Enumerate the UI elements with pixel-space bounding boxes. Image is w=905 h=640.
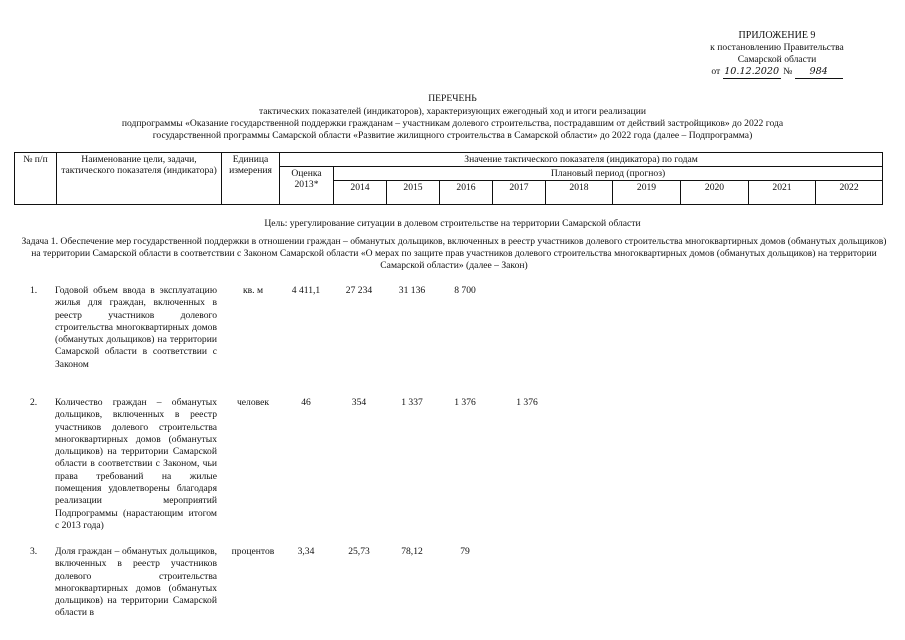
header-year: 2020 xyxy=(681,181,749,205)
title-line3: государственной программы Самарской области «Развитие жилищного строительства в Самарской области» до 2022 года (далее – Подпрограмма) xyxy=(152,130,753,141)
indicator-unit: кв. м xyxy=(242,285,264,296)
row-number: 2. xyxy=(30,397,38,408)
header-num: № п/п xyxy=(15,153,57,205)
header-year: 2015 xyxy=(387,181,440,205)
header-plan: Плановый период (прогноз) xyxy=(334,167,883,181)
value-2016: 1 376 xyxy=(454,397,476,408)
appendix-block xyxy=(697,30,857,79)
appendix-date-line xyxy=(697,66,857,79)
value-2016: 8 700 xyxy=(454,285,476,296)
value-2014: 25,73 xyxy=(348,546,370,557)
indicator-name: Доля граждан – обманутых дольщиков, включенных в реестр участников долевого строительства многоквартирных домов (обманутых дольщиков) на территории Самарской области в xyxy=(55,546,217,619)
value-2015: 78,12 xyxy=(401,546,423,557)
title-line1: тактических показателей (индикаторов), характеризующих ежегодный ход и итоги реализации xyxy=(258,106,647,117)
header-year: 2014 xyxy=(334,181,387,205)
header-unit: Единица измерения xyxy=(222,153,280,205)
indicators-header-table xyxy=(14,152,883,205)
header-year: 2022 xyxy=(816,181,883,205)
header-year: 2016 xyxy=(440,181,493,205)
indicator-unit: процентов xyxy=(231,546,275,557)
title-line2: подпрограммы «Оказание государственной поддержки гражданам – участникам долевого строительства, пострадавшим от действий застройщиков» до 2022 года xyxy=(121,118,784,129)
value-2013: 3,34 xyxy=(297,546,315,557)
header-name: Наименование цели, задачи, тактического показателя (индикатора) xyxy=(57,153,222,205)
value-2013: 4 411,1 xyxy=(291,285,321,296)
number-prefix: № xyxy=(783,66,793,77)
appendix-line1: к постановлению Правительства xyxy=(710,42,844,53)
row-number: 3. xyxy=(30,546,38,557)
header-estimate: Оценка 2013* xyxy=(280,167,334,205)
header-year: 2019 xyxy=(613,181,681,205)
value-2015: 1 337 xyxy=(401,397,423,408)
decree-date: 10.12.2020 xyxy=(724,66,780,77)
goal-text: Цель: урегулирование ситуации в долевом строительстве на территории Самарской области xyxy=(264,218,641,229)
decree-number: 984 xyxy=(795,66,843,79)
value-2016: 79 xyxy=(460,546,470,557)
header-year: 2017 xyxy=(493,181,546,205)
appendix-title: ПРИЛОЖЕНИЕ 9 xyxy=(738,30,816,41)
value-2013: 46 xyxy=(301,397,311,408)
value-2017: 1 376 xyxy=(516,397,538,408)
row-number: 1. xyxy=(30,285,38,296)
document-heading: ПЕРЕЧЕНЬ xyxy=(428,93,477,104)
indicator-name: Годовой объем ввода в эксплуатацию жилья для граждан, включенных в реестр участников долевого строительства многоквартирных домов (обманутых дольщиков) на территории Самарской области в соответствии с Законом xyxy=(55,285,217,370)
header-year: 2021 xyxy=(749,181,816,205)
task-text: Задача 1. Обеспечение мер государственной поддержки в отношении граждан – обманутых дольщиков, включенных в реестр участников долевого строительства многоквартирных домов (обманутых дольщиков) на территории Самарской области в соответствии с Законом Самарской области «О мерах по защите прав участников долевого строительства многоквартирных домов (обманутых дольщиков) на территории Самарской области» (далее – Закон) xyxy=(21,236,887,271)
appendix-line2: Самарской области xyxy=(737,54,817,65)
value-2015: 31 136 xyxy=(398,285,426,296)
header-values: Значение тактического показателя (индикатора) по годам xyxy=(280,153,883,167)
date-prefix: от xyxy=(711,66,721,77)
value-2014: 354 xyxy=(351,397,367,408)
indicator-unit: человек xyxy=(236,397,270,408)
value-2014: 27 234 xyxy=(345,285,373,296)
header-year: 2018 xyxy=(546,181,613,205)
indicator-name: Количество граждан – обманутых дольщиков, включенных в реестр участников долевого строительства многоквартирных домов (обманутых дольщиков) на территории Самарской области в соответствии с Законом, чьи права требований на жилые помещения удовлетворены благодаря реализации мероприятий Подпрограммы (нарастающим итогом с 2013 года) xyxy=(55,397,217,531)
